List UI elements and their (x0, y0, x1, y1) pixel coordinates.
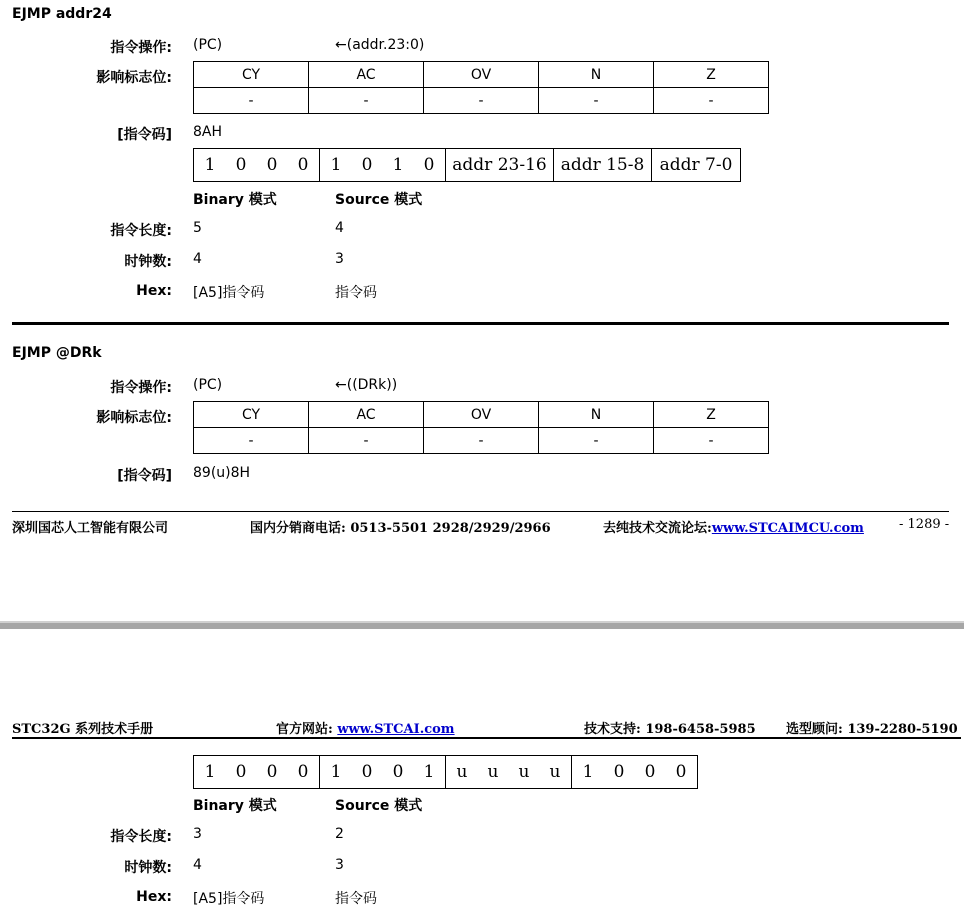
flags-value-row (194, 428, 769, 454)
flag-n-value: - (539, 88, 654, 114)
encoding-bit: u (518, 762, 530, 782)
flags-header-row (194, 402, 769, 428)
header-site (276, 718, 455, 737)
operation-label: 指令操作: (110, 380, 172, 396)
encoding-cell-1 (194, 756, 320, 789)
encoding-bit: u (487, 762, 499, 782)
length-binary: 5 (193, 220, 202, 236)
length-binary: 3 (193, 826, 202, 842)
encoding-bit: 0 (266, 762, 278, 782)
encoding-bit: 0 (235, 762, 247, 782)
flags-table (193, 61, 769, 114)
encoding-bit: 0 (297, 155, 309, 175)
flags-label: 影响标志位: (96, 70, 172, 86)
flag-ov: OV (424, 62, 539, 88)
encoding-addr-high: addr 23-16 (446, 149, 554, 182)
page-number: - 1289 - (899, 517, 950, 532)
binary-mode-heading: Binary 模式 (193, 192, 277, 208)
encoding-bit: 1 (204, 155, 216, 175)
encoding-bit: 0 (644, 762, 656, 782)
encoding-table (193, 755, 698, 789)
encoding-bit: 1 (204, 762, 216, 782)
operation-label: 指令操作: (110, 40, 172, 56)
operation-dest: (PC) (193, 37, 223, 53)
encoding-bit: 0 (361, 762, 373, 782)
clock-label: 时钟数: (124, 254, 172, 270)
hex-source: 指令码 (335, 285, 377, 301)
flag-z: Z (654, 62, 769, 88)
flag-z-value: - (654, 88, 769, 114)
length-source: 2 (335, 826, 344, 842)
source-mode-heading: Source 模式 (335, 192, 423, 208)
flag-ac: AC (309, 62, 424, 88)
flag-ac-value: - (309, 88, 424, 114)
flags-label: 影响标志位: (96, 410, 172, 426)
hex-label: Hex: (136, 283, 172, 299)
encoding-bit: 0 (423, 155, 435, 175)
encoding-addr-low: addr 7-0 (652, 149, 741, 182)
hex-source: 指令码 (335, 891, 377, 907)
encoding-bit: u (549, 762, 561, 782)
length-label: 指令长度: (110, 829, 172, 845)
hex-binary: [A5]指令码 (193, 891, 265, 907)
footer-forum-label: 去纯技术交流论坛: (603, 521, 712, 536)
header-site-label: 官方网站: (276, 722, 338, 737)
encoding-bit: 1 (330, 155, 342, 175)
encoding-bit: 0 (297, 762, 309, 782)
flag-ac: AC (309, 402, 424, 428)
footer-company: 深圳国芯人工智能有限公司 (12, 521, 169, 536)
encoding-cell-1 (194, 149, 320, 182)
encoding-bit: 0 (235, 155, 247, 175)
header-consult: 选型顾问: 139-2280-5190 (786, 722, 958, 737)
length-label: 指令长度: (110, 223, 172, 239)
flag-z-value: - (654, 428, 769, 454)
binary-mode-heading: Binary 模式 (193, 798, 277, 814)
clock-label: 时钟数: (124, 860, 172, 876)
encoding-bit: 1 (582, 762, 594, 782)
header-support: 技术支持: 198-6458-5985 (584, 722, 756, 737)
clock-binary: 4 (193, 251, 202, 267)
encoding-bit: 1 (423, 762, 435, 782)
clock-binary: 4 (193, 857, 202, 873)
site-link[interactable]: www.STCAI.com (337, 722, 455, 737)
encoding-addr-mid: addr 15-8 (554, 149, 652, 182)
flag-ov-value: - (424, 428, 539, 454)
encoding-bit: 0 (266, 155, 278, 175)
encoding-cell-2 (320, 756, 446, 789)
flags-value-row (194, 88, 769, 114)
footer-rule (12, 511, 949, 512)
page-gap (0, 623, 964, 629)
flag-n: N (539, 62, 654, 88)
encoding-bit: 0 (675, 762, 687, 782)
encoding-bit: 1 (330, 762, 342, 782)
encoding-bit: 1 (392, 155, 404, 175)
flags-table (193, 401, 769, 454)
header-manual: STC32G 系列技术手册 (12, 722, 154, 737)
flag-n-value: - (539, 428, 654, 454)
flag-ac-value: - (309, 428, 424, 454)
hex-label: Hex: (136, 889, 172, 905)
opcode-label: [指令码] (117, 127, 172, 143)
flag-cy: CY (194, 62, 309, 88)
encoding-row (194, 149, 741, 182)
length-source: 4 (335, 220, 344, 236)
opcode-label: [指令码] (117, 468, 172, 484)
flag-cy-value: - (194, 428, 309, 454)
encoding-row (194, 756, 698, 789)
instruction-title: EJMP @DRk (12, 345, 102, 361)
encoding-cell-2 (320, 149, 446, 182)
flag-ov: OV (424, 402, 539, 428)
flag-cy: CY (194, 402, 309, 428)
flag-n: N (539, 402, 654, 428)
section-divider (12, 322, 949, 325)
forum-link[interactable]: www.STCAIMCU.com (711, 521, 864, 536)
encoding-table (193, 148, 741, 182)
flag-ov-value: - (424, 88, 539, 114)
clock-source: 3 (335, 251, 344, 267)
operation-dest: (PC) (193, 377, 223, 393)
operation-src: ←((DRk)) (335, 377, 398, 393)
footer-phone: 国内分销商电话: 0513-5501 2928/2929/2966 (250, 521, 551, 536)
footer-forum (603, 517, 864, 536)
encoding-bit: 0 (613, 762, 625, 782)
source-mode-heading: Source 模式 (335, 798, 423, 814)
encoding-cell-4 (572, 756, 698, 789)
opcode-value: 89(u)8H (193, 465, 251, 481)
encoding-bit: u (456, 762, 468, 782)
clock-source: 3 (335, 857, 344, 873)
flag-z: Z (654, 402, 769, 428)
opcode-value: 8AH (193, 124, 223, 140)
encoding-cell-3 (446, 756, 572, 789)
encoding-bit: 0 (392, 762, 404, 782)
flag-cy-value: - (194, 88, 309, 114)
hex-binary: [A5]指令码 (193, 285, 265, 301)
instruction-title: EJMP addr24 (12, 6, 112, 22)
operation-src: ←(addr.23:0) (335, 37, 425, 53)
encoding-bit: 0 (361, 155, 373, 175)
header-rule (12, 737, 961, 739)
flags-header-row (194, 62, 769, 88)
